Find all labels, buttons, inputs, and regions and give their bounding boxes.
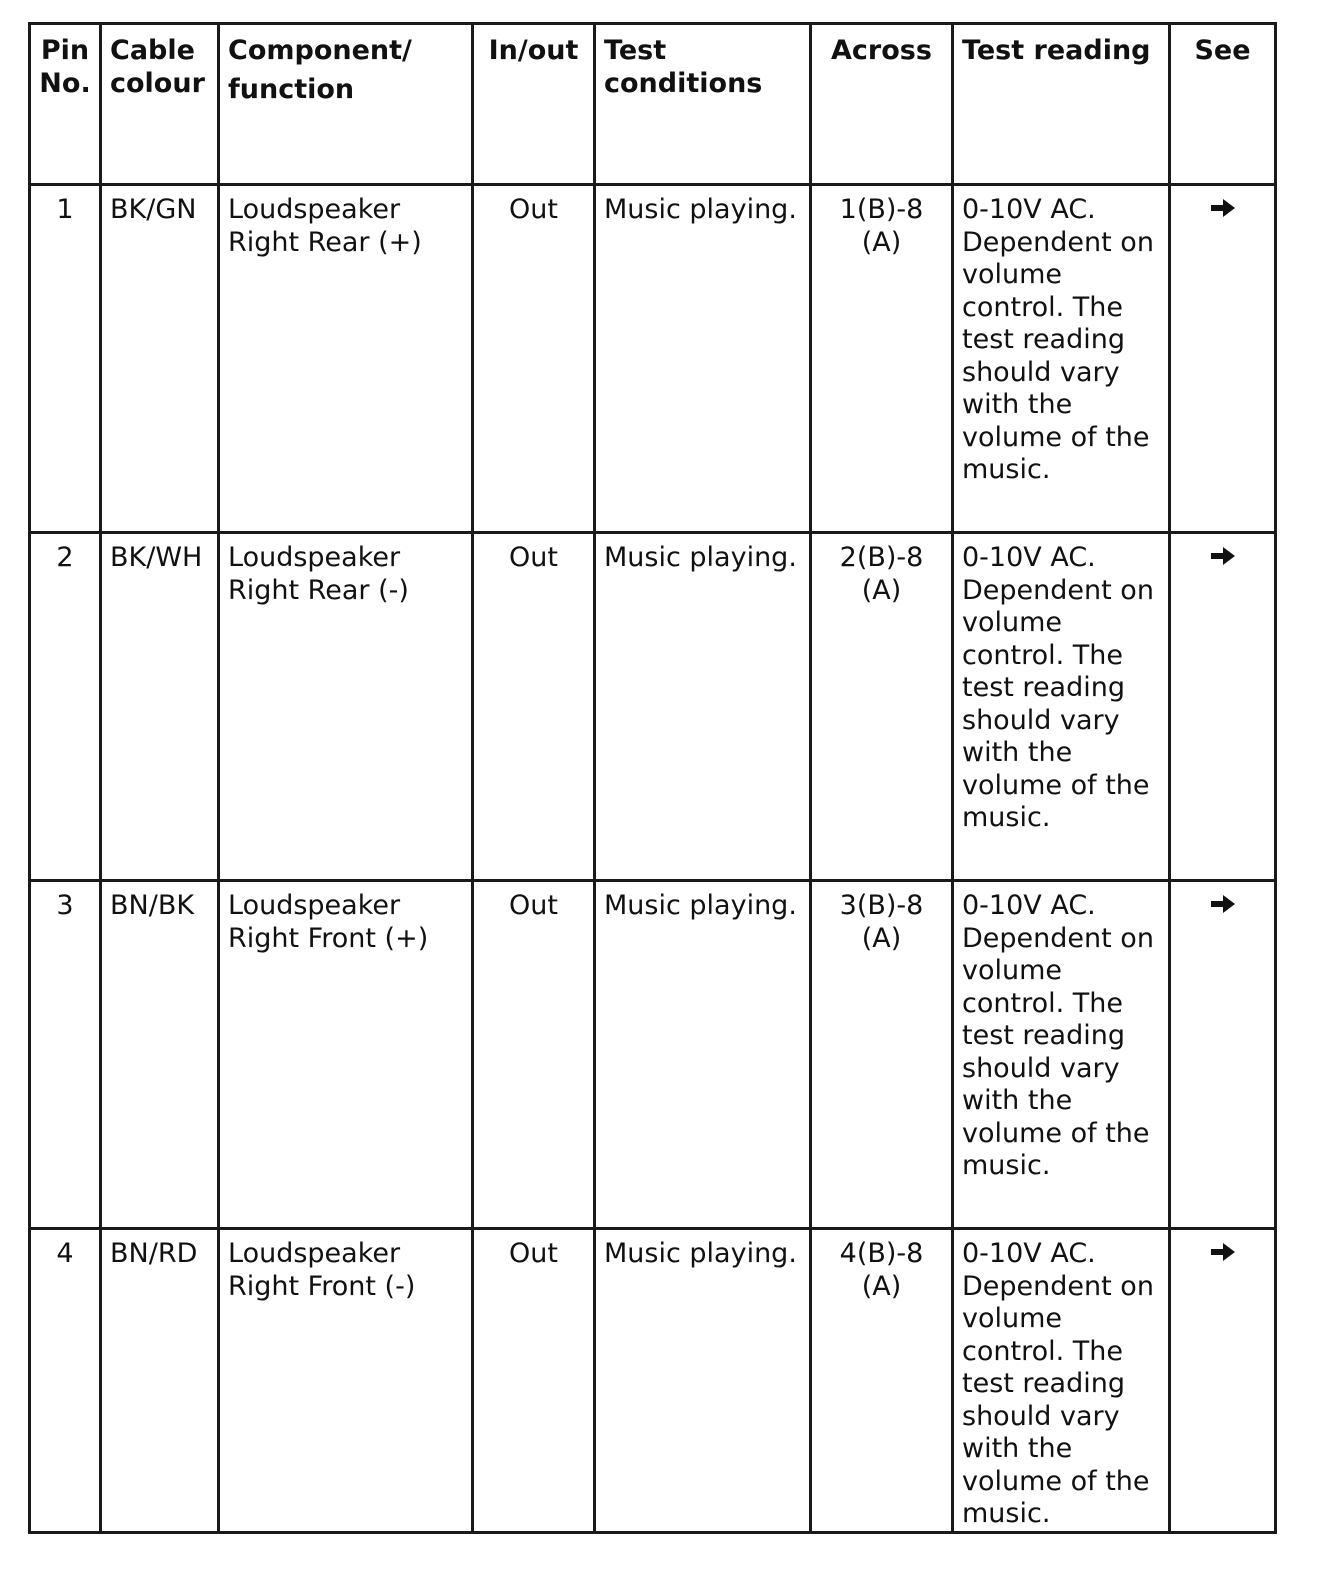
- test-reading-cell: 0-10V AC. Dependent on volume control. The test reading should vary with the volume of the music.: [953, 185, 1170, 533]
- test-reading-cell: 0-10V AC. Dependent on volume control. The test reading should vary with the volume of the music.: [953, 1229, 1170, 1533]
- test-reading-cell: 0-10V AC. Dependent on volume control. The test reading should vary with the volume of the music.: [953, 881, 1170, 1229]
- in-out-cell: Out: [473, 185, 595, 533]
- header-in-out: In/out: [473, 24, 595, 185]
- in-out-cell: Out: [473, 881, 595, 1229]
- table-row: [30, 881, 1276, 1229]
- in-out-cell: Out: [473, 533, 595, 881]
- cable-colour-cell: BN/BK: [101, 881, 219, 1229]
- header-across: Across: [811, 24, 953, 185]
- right-arrow-icon[interactable]: [1210, 545, 1236, 571]
- document-page: [28, 22, 1277, 1534]
- see-cell: [1170, 533, 1276, 881]
- across-cell: 1(B)-8 (A): [811, 185, 953, 533]
- in-out-cell: Out: [473, 1229, 595, 1533]
- component-function-cell: Loudspeaker Right Front (-): [219, 1229, 473, 1533]
- see-cell: [1170, 185, 1276, 533]
- table-row: [30, 533, 1276, 881]
- table-header-row: [30, 24, 1276, 185]
- cable-colour-cell: BK/WH: [101, 533, 219, 881]
- across-cell: 2(B)-8 (A): [811, 533, 953, 881]
- cable-colour-cell: BN/RD: [101, 1229, 219, 1533]
- test-conditions-cell: Music playing.: [595, 881, 811, 1229]
- pin-number-cell: 4: [30, 1229, 101, 1533]
- right-arrow-icon[interactable]: [1210, 893, 1236, 919]
- pin-number-cell: 3: [30, 881, 101, 1229]
- right-arrow-icon[interactable]: [1210, 1241, 1236, 1267]
- pin-assignment-table: [28, 22, 1277, 1534]
- across-cell: 3(B)-8 (A): [811, 881, 953, 1229]
- test-reading-cell: 0-10V AC. Dependent on volume control. The test reading should vary with the volume of the music.: [953, 533, 1170, 881]
- header-pin-no: Pin No.: [30, 24, 101, 185]
- component-function-cell: Loudspeaker Right Front (+): [219, 881, 473, 1229]
- header-component-function: Component/ function: [219, 24, 473, 185]
- header-cable-colour: Cable colour: [101, 24, 219, 185]
- table-row: [30, 1229, 1276, 1533]
- pin-number-cell: 2: [30, 533, 101, 881]
- component-function-cell: Loudspeaker Right Rear (-): [219, 533, 473, 881]
- cable-colour-cell: BK/GN: [101, 185, 219, 533]
- test-conditions-cell: Music playing.: [595, 533, 811, 881]
- see-cell: [1170, 881, 1276, 1229]
- header-see: See: [1170, 24, 1276, 185]
- see-cell: [1170, 1229, 1276, 1533]
- pin-number-cell: 1: [30, 185, 101, 533]
- across-cell: 4(B)-8 (A): [811, 1229, 953, 1533]
- right-arrow-icon[interactable]: [1210, 197, 1236, 223]
- test-conditions-cell: Music playing.: [595, 185, 811, 533]
- test-conditions-cell: Music playing.: [595, 1229, 811, 1533]
- header-test-reading: Test reading: [953, 24, 1170, 185]
- component-function-cell: Loudspeaker Right Rear (+): [219, 185, 473, 533]
- header-test-conditions: Test conditions: [595, 24, 811, 185]
- table-row: [30, 185, 1276, 533]
